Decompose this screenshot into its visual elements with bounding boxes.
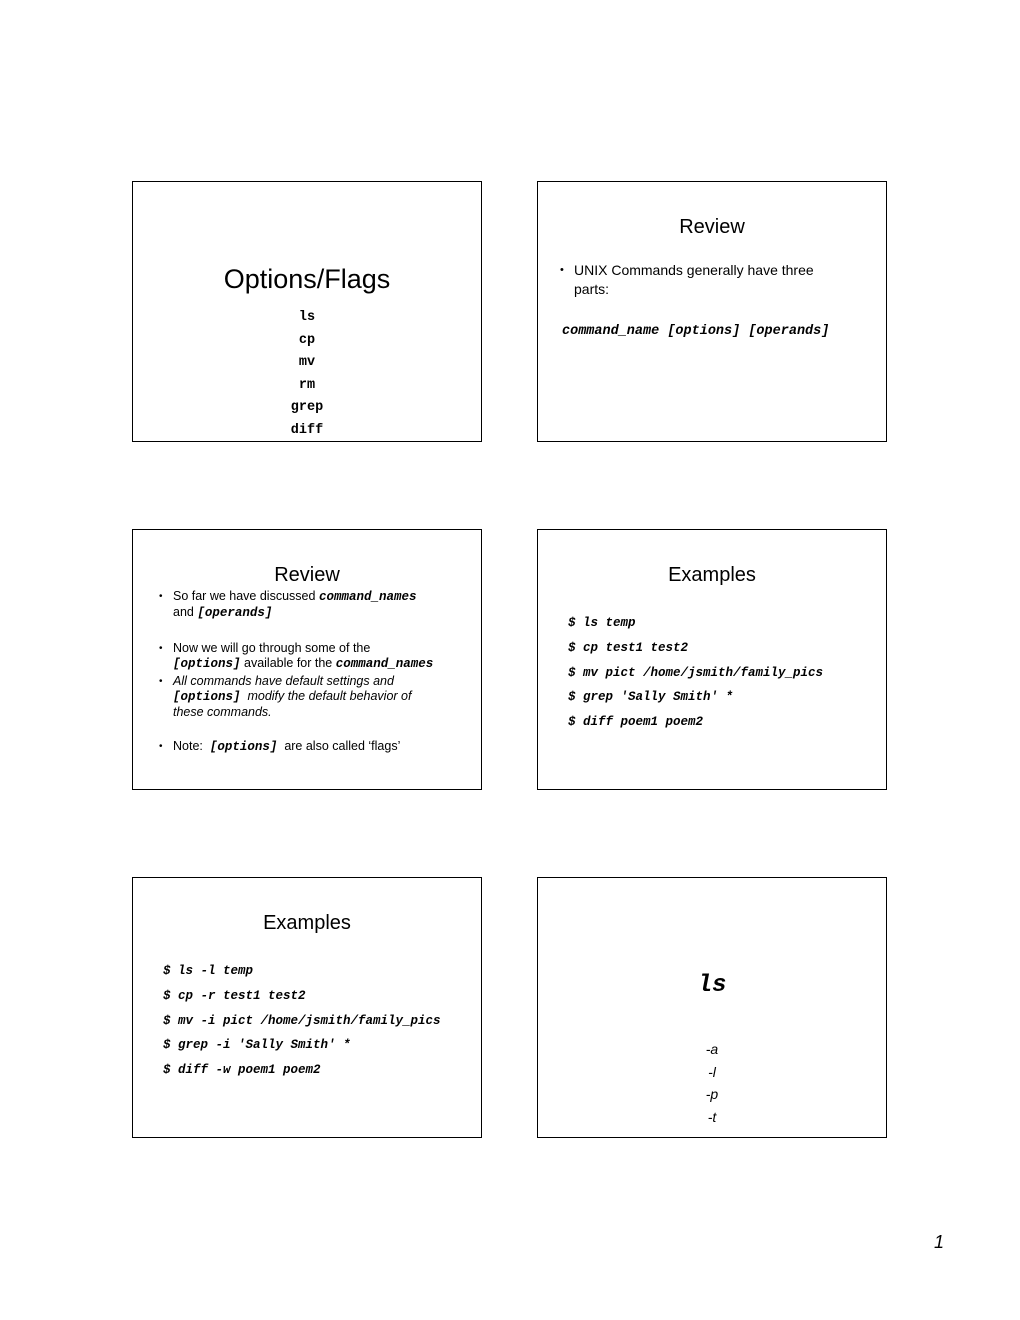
bullet-text: these commands. bbox=[173, 705, 272, 719]
slide-title: Review bbox=[679, 216, 745, 238]
command-item: rm bbox=[298, 377, 316, 393]
slide-options-flags bbox=[132, 181, 482, 442]
slide-examples-1 bbox=[537, 529, 887, 790]
command-list bbox=[133, 307, 481, 442]
example-command: $ ls temp bbox=[568, 616, 636, 630]
example-command: $ grep -i 'Sally Smith' * bbox=[163, 1038, 351, 1053]
bullet-text: Note: bbox=[173, 739, 203, 753]
inline-code: [operands] bbox=[197, 606, 273, 620]
command-item: ls bbox=[298, 310, 316, 325]
slide-ls bbox=[537, 877, 887, 1138]
bullet-text: UNIX Commands generally have three bbox=[574, 262, 814, 278]
example-command: $ ls -l temp bbox=[163, 964, 254, 978]
slide-examples-2 bbox=[132, 877, 482, 1138]
bullet-text: are also called ‘flags’ bbox=[284, 739, 401, 753]
flag-item: -a bbox=[705, 1041, 719, 1057]
bullet-text: and bbox=[173, 605, 194, 619]
page-number: 1 bbox=[934, 1232, 945, 1252]
inline-code: [options] bbox=[173, 690, 241, 704]
bullet-text: All commands have default settings and bbox=[173, 674, 394, 688]
slide-title: ls bbox=[697, 972, 727, 999]
bullet-text: Now we will go through some of the bbox=[173, 641, 371, 655]
example-command: $ cp -r test1 test2 bbox=[163, 988, 306, 1003]
example-command: $ diff poem1 poem2 bbox=[568, 715, 704, 730]
inline-code: command_names bbox=[335, 657, 434, 671]
slide-title: Examples bbox=[668, 564, 756, 586]
bullet-glyph: • bbox=[159, 676, 163, 687]
example-list bbox=[163, 959, 441, 1083]
bullet-text: modify the default behavior of bbox=[247, 689, 412, 703]
flag-item: -p bbox=[705, 1086, 719, 1102]
example-command: $ cp test1 test2 bbox=[568, 640, 689, 655]
example-command: $ diff -w poem1 poem2 bbox=[163, 1063, 321, 1078]
example-command: $ mv pict /home/jsmith/family_pics bbox=[568, 665, 824, 680]
slide-title: Review bbox=[274, 564, 340, 586]
bullet-glyph: • bbox=[159, 591, 163, 602]
inline-code: [options] bbox=[173, 657, 241, 671]
example-list bbox=[568, 611, 823, 735]
bullet-text: So far we have discussed bbox=[173, 589, 316, 603]
inline-code: command_names bbox=[318, 590, 417, 604]
flag-item: -l bbox=[708, 1063, 716, 1080]
slide-title: Options/Flags bbox=[223, 264, 391, 294]
bullet-glyph: • bbox=[159, 643, 163, 654]
flag-list bbox=[538, 1038, 886, 1128]
command-item: diff bbox=[290, 422, 324, 438]
bullet-text-cont: parts: bbox=[574, 281, 610, 297]
command-item: mv bbox=[298, 355, 316, 370]
command-item: cp bbox=[298, 332, 316, 348]
slide-review-1 bbox=[537, 181, 887, 442]
command-item: grep bbox=[290, 400, 324, 415]
example-command: $ grep 'Sally Smith' * bbox=[568, 690, 734, 705]
slide-review-2 bbox=[132, 529, 482, 790]
slide-title: Examples bbox=[263, 912, 351, 934]
command-syntax: command_name [options] [operands] bbox=[562, 324, 830, 339]
example-command: $ mv -i pict /home/jsmith/family_pics bbox=[163, 1013, 441, 1028]
bullet-text: available for the bbox=[244, 656, 333, 670]
bullet-glyph: • bbox=[159, 741, 163, 752]
bullet-glyph: • bbox=[560, 264, 564, 276]
flag-item: -t bbox=[707, 1108, 717, 1125]
inline-code: [options] bbox=[209, 740, 278, 754]
